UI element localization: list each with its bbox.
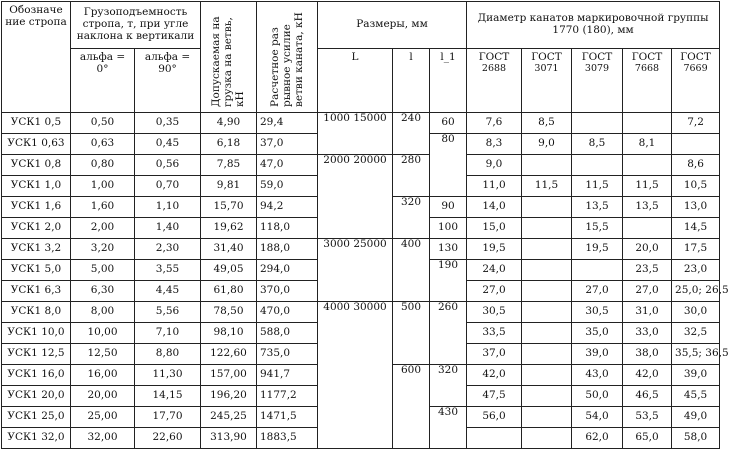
header-capacity-text: Грузоподъемность стропа, т, при угле наклона к вертикали [76, 6, 195, 42]
cell-gost-7668 [623, 155, 672, 176]
header-gost-2688 [467, 49, 522, 113]
cell-alpha90: 14,15 [135, 386, 201, 407]
cell-gost-3079: 35,0 [572, 323, 623, 344]
cell-gost-3079: 11,5 [572, 176, 623, 197]
cell-load: 15,70 [201, 197, 257, 218]
cell-L: 4000 30000 [318, 302, 393, 449]
cell-gost-2688: 8,3 [467, 134, 522, 155]
header-sizes-text: Размеры, мм [356, 18, 428, 31]
sling-specifications-table [1, 1, 729, 449]
cell-name: УСК1 0,8 [2, 155, 71, 176]
cell-name: УСК1 20,0 [2, 386, 71, 407]
cell-gost-7668: 42,0 [623, 365, 672, 386]
header-sizes [318, 2, 467, 49]
cell-gost-3071: 8,5 [522, 113, 572, 134]
cell-alpha0: 25,00 [71, 407, 135, 428]
cell-gost-2688: 24,0 [467, 260, 522, 281]
cell-load: 49,05 [201, 260, 257, 281]
cell-force: 1883,5 [257, 428, 318, 449]
table-row [2, 155, 720, 176]
cell-name: УСК1 1,0 [2, 176, 71, 197]
header-gost-7669 [672, 49, 720, 113]
cell-alpha90: 0,56 [135, 155, 201, 176]
table-row [2, 239, 720, 260]
cell-load: 196,20 [201, 386, 257, 407]
cell-load: 19,62 [201, 218, 257, 239]
cell-name: УСК1 5,0 [2, 260, 71, 281]
cell-gost-3079: 43,0 [572, 365, 623, 386]
cell-gost-2688: 30,5 [467, 302, 522, 323]
cell-gost-7668: 38,0 [623, 344, 672, 365]
cell-alpha0: 0,80 [71, 155, 135, 176]
cell-gost-2688: 47,5 [467, 386, 522, 407]
cell-l: 400 [393, 239, 430, 302]
cell-gost-3079: 50,0 [572, 386, 623, 407]
header-gost-3071 [522, 49, 572, 113]
cell-load: 31,40 [201, 239, 257, 260]
cell-load: 7,85 [201, 155, 257, 176]
cell-gost-7669: 45,5 [672, 386, 720, 407]
cell-gost-3071 [522, 218, 572, 239]
gost-label: ГОСТ [531, 51, 562, 63]
cell-force: 59,0 [257, 176, 318, 197]
cell-gost-7669: 8,6 [672, 155, 720, 176]
cell-gost-3071 [522, 155, 572, 176]
cell-gost-2688: 9,0 [467, 155, 522, 176]
cell-force: 735,0 [257, 344, 318, 365]
cell-gost-2688: 56,0 [467, 407, 522, 428]
cell-gost-3071 [522, 239, 572, 260]
cell-gost-7668 [623, 218, 672, 239]
cell-gost-3079: 62,0 [572, 428, 623, 449]
cell-load: 122,60 [201, 344, 257, 365]
cell-gost-2688: 7,6 [467, 113, 522, 134]
cell-name: УСК1 16,0 [2, 365, 71, 386]
cell-force: 941,7 [257, 365, 318, 386]
cell-l1: 260 [430, 302, 467, 365]
cell-alpha90: 2,30 [135, 239, 201, 260]
gost-label: ГОСТ [680, 51, 711, 63]
cell-l: 600 [393, 365, 430, 449]
cell-alpha90: 17,70 [135, 407, 201, 428]
cell-alpha0: 32,00 [71, 428, 135, 449]
cell-gost-3071 [522, 281, 572, 302]
cell-name: УСК1 1,6 [2, 197, 71, 218]
cell-alpha0: 0,63 [71, 134, 135, 155]
cell-L: 1000 15000 [318, 113, 393, 155]
cell-alpha90: 7,10 [135, 323, 201, 344]
cell-load: 6,18 [201, 134, 257, 155]
cell-name: УСК1 25,0 [2, 407, 71, 428]
cell-force: 118,0 [257, 218, 318, 239]
cell-name: УСК1 12,5 [2, 344, 71, 365]
cell-name: УСК1 0,63 [2, 134, 71, 155]
cell-l1: 100 [430, 218, 467, 239]
header-diameter-text: Диаметр канатов маркировочной группы 1770 (180), мм [477, 12, 709, 36]
cell-gost-7669: 39,0 [672, 365, 720, 386]
cell-load: 313,90 [201, 428, 257, 449]
cell-l1: 190 [430, 260, 467, 302]
header-alpha90-text: альфа = 90° [144, 51, 191, 75]
cell-l1: 430 [430, 407, 467, 449]
gost-number: 3071 [534, 62, 559, 74]
gost-number: 2688 [481, 62, 507, 74]
cell-gost-7669: 13,0 [672, 197, 720, 218]
cell-gost-7668: 23,5 [623, 260, 672, 281]
cell-alpha90: 11,30 [135, 365, 201, 386]
header-L [318, 49, 393, 113]
cell-gost-3071 [522, 428, 572, 449]
cell-gost-3071 [522, 323, 572, 344]
cell-l1: 90 [430, 197, 467, 218]
cell-load: 245,25 [201, 407, 257, 428]
cell-gost-3079: 54,0 [572, 407, 623, 428]
cell-gost-3079: 39,0 [572, 344, 623, 365]
header-gost-7668 [623, 49, 672, 113]
cell-force: 94,2 [257, 197, 318, 218]
cell-gost-3071: 11,5 [522, 176, 572, 197]
cell-force: 588,0 [257, 323, 318, 344]
cell-l: 240 [393, 113, 430, 155]
cell-gost-2688: 15,0 [467, 218, 522, 239]
cell-force: 1177,2 [257, 386, 318, 407]
cell-gost-7669 [672, 134, 720, 155]
cell-force: 29,4 [257, 113, 318, 134]
cell-gost-2688: 11,0 [467, 176, 522, 197]
cell-force: 188,0 [257, 239, 318, 260]
gost-number: 3079 [584, 62, 610, 74]
header-l-text: l [409, 51, 413, 63]
cell-load: 9,81 [201, 176, 257, 197]
header-L-text: L [351, 51, 359, 63]
header-allowed-load [201, 2, 257, 113]
cell-alpha0: 10,00 [71, 323, 135, 344]
cell-gost-7669: 35,5; 36,5 [672, 344, 720, 365]
header-gost-3079 [572, 49, 623, 113]
cell-alpha0: 5,00 [71, 260, 135, 281]
cell-gost-3079 [572, 113, 623, 134]
cell-alpha90: 1,10 [135, 197, 201, 218]
cell-alpha0: 16,00 [71, 365, 135, 386]
cell-alpha90: 0,35 [135, 113, 201, 134]
cell-gost-3079: 30,5 [572, 302, 623, 323]
cell-l1: 130 [430, 239, 467, 260]
cell-gost-3071 [522, 260, 572, 281]
cell-gost-7669: 7,2 [672, 113, 720, 134]
cell-alpha0: 12,50 [71, 344, 135, 365]
cell-alpha0: 8,00 [71, 302, 135, 323]
cell-name: УСК1 6,3 [2, 281, 71, 302]
cell-force: 470,0 [257, 302, 318, 323]
cell-load: 4,90 [201, 113, 257, 134]
header-calc-force-text: Расчетное раз рывное усилие ветви каната, кН [268, 12, 306, 108]
cell-force: 370,0 [257, 281, 318, 302]
cell-gost-7668: 20,0 [623, 239, 672, 260]
cell-load: 98,10 [201, 323, 257, 344]
header-calc-force [257, 2, 318, 113]
cell-gost-2688: 37,0 [467, 344, 522, 365]
header-sling-name [2, 2, 71, 113]
cell-force: 47,0 [257, 155, 318, 176]
cell-gost-2688: 14,0 [467, 197, 522, 218]
cell-alpha90: 5,56 [135, 302, 201, 323]
cell-name: УСК1 10,0 [2, 323, 71, 344]
cell-gost-7669: 58,0 [672, 428, 720, 449]
cell-gost-3071 [522, 302, 572, 323]
cell-gost-3071 [522, 197, 572, 218]
cell-alpha0: 1,60 [71, 197, 135, 218]
cell-name: УСК1 8,0 [2, 302, 71, 323]
cell-gost-3079 [572, 260, 623, 281]
cell-gost-7669: 10,5 [672, 176, 720, 197]
cell-gost-7668: 33,0 [623, 323, 672, 344]
gost-label: ГОСТ [631, 51, 663, 63]
cell-alpha0: 20,00 [71, 386, 135, 407]
cell-gost-3071 [522, 407, 572, 428]
gost-label: ГОСТ [581, 51, 613, 63]
cell-gost-7668: 13,5 [623, 197, 672, 218]
cell-gost-7669: 23,0 [672, 260, 720, 281]
cell-load: 157,00 [201, 365, 257, 386]
cell-gost-3079: 27,0 [572, 281, 623, 302]
cell-force: 294,0 [257, 260, 318, 281]
header-l [393, 49, 430, 113]
cell-gost-7668: 27,0 [623, 281, 672, 302]
cell-gost-2688: 42,0 [467, 365, 522, 386]
cell-load: 78,50 [201, 302, 257, 323]
cell-l1: 80 [430, 134, 467, 197]
cell-l1: 60 [430, 113, 467, 134]
cell-gost-7669: 14,5 [672, 218, 720, 239]
header-row-sub [2, 49, 720, 113]
cell-L: 2000 20000 [318, 155, 393, 239]
cell-gost-7669: 17,5 [672, 239, 720, 260]
cell-gost-3071 [522, 386, 572, 407]
header-l1 [430, 49, 467, 113]
cell-load: 61,80 [201, 281, 257, 302]
cell-name: УСК1 0,5 [2, 113, 71, 134]
cell-l: 320 [393, 197, 430, 239]
cell-alpha90: 0,70 [135, 176, 201, 197]
header-capacity [71, 2, 201, 49]
cell-name: УСК1 2,0 [2, 218, 71, 239]
cell-alpha0: 3,20 [71, 239, 135, 260]
header-diameter [467, 2, 720, 49]
cell-name: УСК1 32,0 [2, 428, 71, 449]
cell-alpha90: 22,60 [135, 428, 201, 449]
header-row-top [2, 2, 720, 49]
gost-number: 7669 [683, 62, 708, 74]
cell-gost-7669: 25,0; 26,5 [672, 281, 720, 302]
cell-l: 500 [393, 302, 430, 365]
cell-gost-3079: 8,5 [572, 134, 623, 155]
cell-alpha90: 4,45 [135, 281, 201, 302]
header-sling-name-text: Обозначе ние стропа [5, 4, 67, 28]
gost-label: ГОСТ [478, 51, 510, 63]
cell-gost-7668: 53,5 [623, 407, 672, 428]
cell-alpha0: 2,00 [71, 218, 135, 239]
cell-alpha90: 1,40 [135, 218, 201, 239]
cell-gost-3079: 19,5 [572, 239, 623, 260]
header-alpha90 [135, 49, 201, 113]
cell-gost-3071 [522, 344, 572, 365]
cell-gost-2688: 27,0 [467, 281, 522, 302]
cell-force: 37,0 [257, 134, 318, 155]
table-row [2, 113, 720, 134]
cell-gost-7668 [623, 113, 672, 134]
cell-name: УСК1 3,2 [2, 239, 71, 260]
cell-alpha0: 6,30 [71, 281, 135, 302]
cell-gost-3079 [572, 155, 623, 176]
cell-gost-3079: 13,5 [572, 197, 623, 218]
cell-alpha90: 0,45 [135, 134, 201, 155]
cell-gost-7669: 32,5 [672, 323, 720, 344]
cell-gost-3079: 15,5 [572, 218, 623, 239]
header-allowed-load-text: Допускаемая на грузка на ветвь, кН [210, 16, 247, 108]
header-l1-text: l_1 [440, 51, 456, 63]
header-alpha0 [71, 49, 135, 113]
cell-gost-7669: 49,0 [672, 407, 720, 428]
cell-l: 280 [393, 155, 430, 197]
cell-gost-7668: 65,0 [623, 428, 672, 449]
cell-force: 1471,5 [257, 407, 318, 428]
cell-gost-2688: 33,5 [467, 323, 522, 344]
cell-L: 3000 25000 [318, 239, 393, 302]
cell-gost-7668: 31,0 [623, 302, 672, 323]
cell-l1: 320 [430, 365, 467, 407]
cell-alpha90: 8,80 [135, 344, 201, 365]
cell-gost-7668: 8,1 [623, 134, 672, 155]
cell-gost-3071: 9,0 [522, 134, 572, 155]
cell-gost-2688 [467, 428, 522, 449]
cell-alpha0: 0,50 [71, 113, 135, 134]
cell-alpha90: 3,55 [135, 260, 201, 281]
cell-gost-2688: 19,5 [467, 239, 522, 260]
cell-gost-7669: 30,0 [672, 302, 720, 323]
cell-gost-7668: 11,5 [623, 176, 672, 197]
gost-number: 7668 [634, 62, 660, 74]
table-row [2, 302, 720, 323]
cell-alpha0: 1,00 [71, 176, 135, 197]
header-alpha0-text: альфа = 0° [79, 51, 126, 75]
cell-gost-3071 [522, 365, 572, 386]
cell-gost-7668: 46,5 [623, 386, 672, 407]
